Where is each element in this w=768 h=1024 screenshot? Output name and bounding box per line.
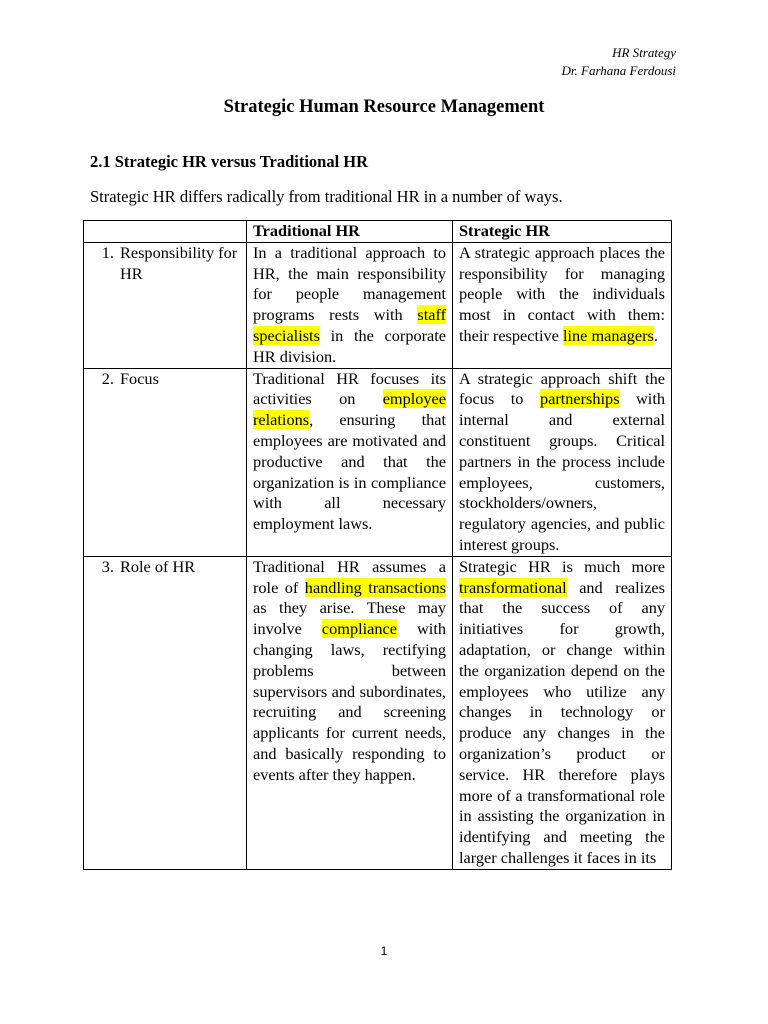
strategic-cell	[453, 556, 672, 869]
page-number: 1	[380, 944, 388, 958]
row-number: 1.	[101, 242, 114, 262]
highlighted-term: partnerships	[539, 389, 620, 409]
traditional-cell	[247, 242, 453, 368]
table-row	[84, 242, 672, 368]
cell-text: with internal and external constituent groups. Critical partners in the process include employees, customers, stockholders/owners, regulatory agencies, and public interest groups.	[459, 389, 665, 554]
cell-text: A strategic approach shift the focus to	[459, 368, 665, 409]
row-label: Role of HR	[120, 556, 196, 576]
column-header-traditional: Traditional HR	[247, 221, 453, 243]
row-label-cell	[84, 242, 247, 368]
row-number: 2.	[101, 368, 114, 388]
cell-text: In a traditional approach to HR, the main responsibility for people management programs rests with	[253, 242, 446, 325]
cell-text: A strategic approach places the responsibility for managing people with the individuals most in contact with them: their respective	[459, 242, 665, 345]
header-course: HR Strategy	[612, 45, 676, 60]
traditional-cell	[247, 556, 453, 869]
highlighted-term: compliance	[321, 619, 397, 639]
header-author: Dr. Farhana Ferdousi	[561, 63, 676, 78]
highlighted-term: line managers	[562, 325, 654, 345]
cell-text: , ensuring that employees are motivated and productive and that the organization is in compliance with all necessary employment laws.	[253, 410, 446, 534]
highlighted-term: staff specialists	[253, 305, 446, 345]
cell-text: with changing laws, rectifying problems between supervisors and subordinates, recruiting and screening applicants for current needs, and basically responding to events after they happen.	[253, 619, 446, 784]
cell-text: in the corporate HR division.	[253, 325, 446, 366]
table-row	[84, 368, 672, 556]
highlighted-term: handling transactions	[304, 577, 446, 597]
cell-text: Traditional HR assumes a role of	[253, 556, 446, 597]
intro-paragraph: Strategic HR differs radically from traditional HR in a number of ways.	[90, 187, 563, 206]
cell-text: as they arise. These may involve	[253, 598, 446, 639]
cell-text: .	[653, 325, 658, 345]
row-label-cell	[84, 556, 247, 869]
row-number: 3.	[101, 556, 114, 576]
table-row	[84, 556, 672, 869]
comparison-table	[83, 220, 672, 870]
cell-text: Strategic HR is much more	[459, 556, 665, 576]
page-title: Strategic Human Resource Management	[223, 97, 545, 117]
running-header	[562, 44, 676, 80]
section-heading: 2.1 Strategic HR versus Traditional HR	[90, 152, 369, 171]
row-label: Focus	[120, 368, 159, 388]
cell-text: Traditional HR focuses its activities on	[253, 368, 446, 409]
highlighted-term: transformational	[459, 577, 567, 597]
column-header-strategic: Strategic HR	[453, 221, 672, 243]
strategic-cell	[453, 368, 672, 556]
column-header-blank	[84, 221, 247, 243]
row-label: Responsibility for HR	[120, 242, 238, 283]
row-label-cell	[84, 368, 247, 556]
traditional-cell	[247, 368, 453, 556]
table-header-row	[84, 221, 672, 243]
cell-text: and realizes that the success of any initiatives for growth, adaptation, or change within the organization depend on the employees who utilize any changes in technology or produce any changes in the organization’s product or service. HR therefore plays more of a transformational role in assisting the organization in identifying and meeting the larger challenges it faces in its	[459, 577, 665, 867]
strategic-cell	[453, 242, 672, 368]
highlighted-term: employee relations	[253, 389, 446, 430]
